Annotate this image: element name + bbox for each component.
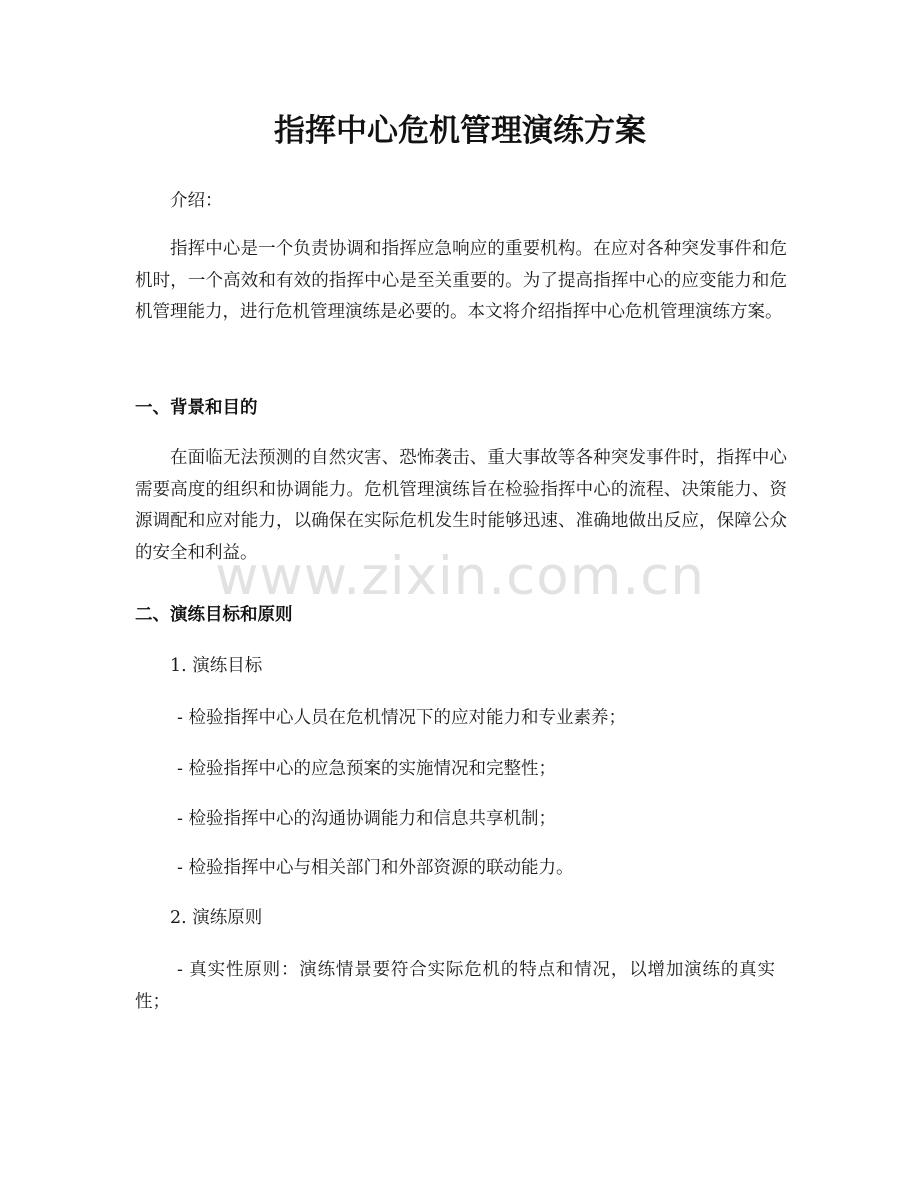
goal-item: - 检验指挥中心的沟通协调能力和信息共享机制； [177, 809, 556, 829]
section-heading-goals-principles: 二、演练目标和原则 [135, 605, 293, 625]
goal-item: - 检验指挥中心人员在危机情况下的应对能力和专业素养； [177, 708, 626, 728]
goal-item: - 检验指挥中心与相关部门和外部资源的联动能力。 [177, 858, 574, 878]
goals-label: 1. 演练目标 [170, 656, 263, 676]
section-heading-background: 一、背景和目的 [135, 398, 258, 418]
intro-paragraph: 指挥中心是一个负责协调和指挥应急响应的重要机构。在应对各种突发事件和危机时，一个高效和有效的指挥中心是至关重要的。为了提高指挥中心的应变能力和危机管理能力，进行危机管理演练是必要的。本文将介绍指挥中心危机管理演练方案。 [135, 239, 787, 322]
watermark: www.zixin.com.cn [215, 546, 705, 607]
principles-label: 2. 演练原则 [170, 908, 263, 928]
intro-label: 介绍： [170, 191, 223, 211]
document-title: 指挥中心危机管理演练方案 [274, 113, 646, 149]
goal-item: - 检验指挥中心的应急预案的实施情况和完整性； [177, 759, 556, 779]
background-paragraph: 在面临无法预测的自然灾害、恐怖袭击、重大事故等各种突发事件时，指挥中心需要高度的组织和协调能力。危机管理演练旨在检验指挥中心的流程、决策能力、资源调配和应对能力，以确保在实际危机发生时能够迅速、准确地做出反应，保障公众的安全和利益。 [135, 448, 787, 563]
principle-item: - 真实性原则：演练情景要符合实际危机的特点和情况，以增加演练的真实性； [135, 960, 775, 1012]
